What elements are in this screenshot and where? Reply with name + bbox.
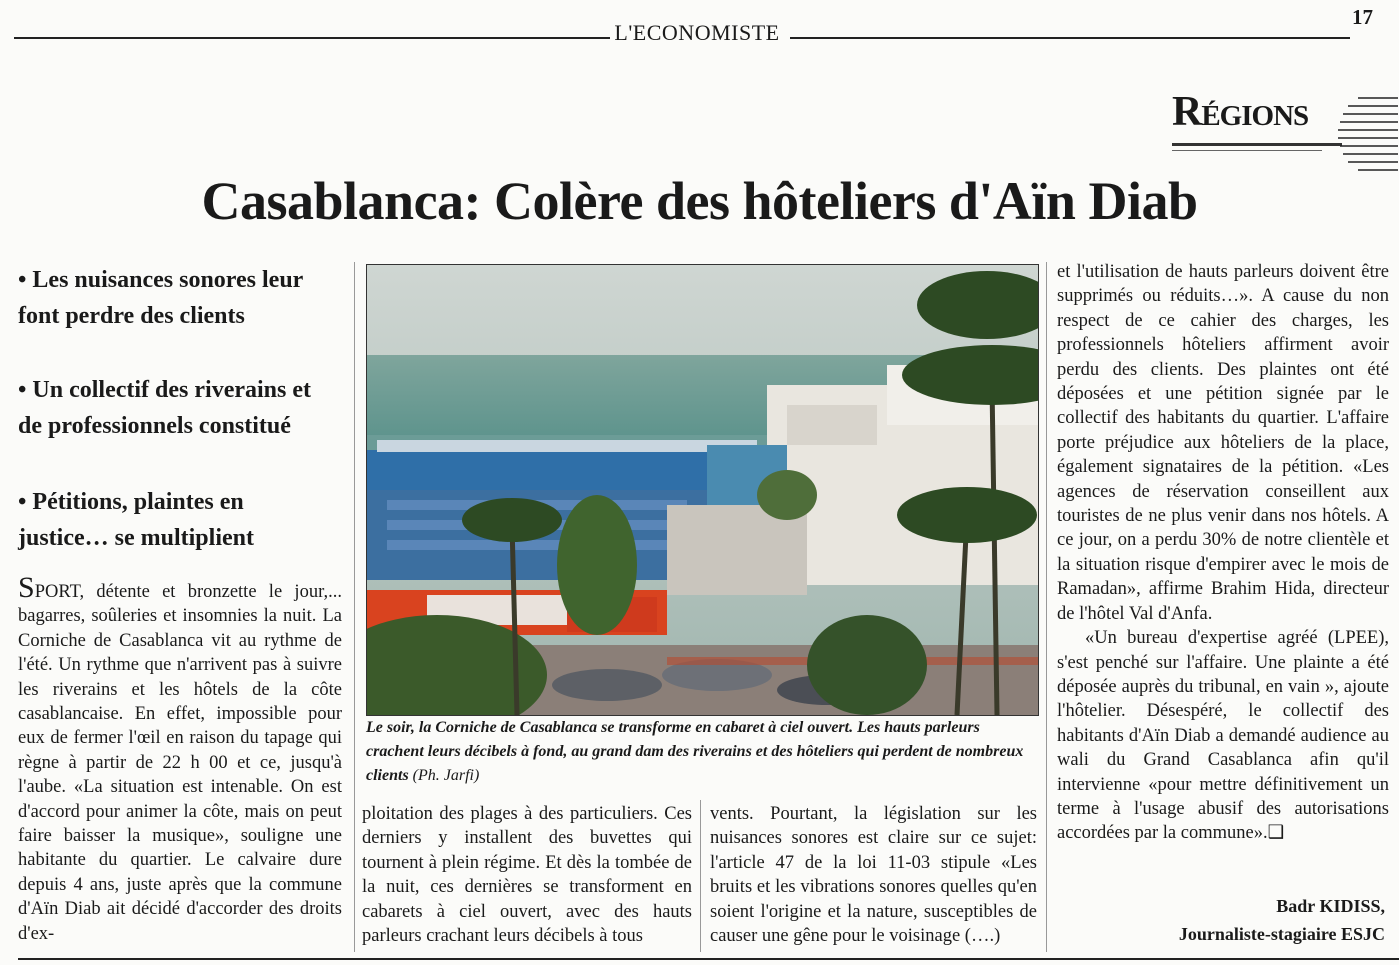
section-label: Régions	[1172, 89, 1309, 135]
column-divider	[1046, 262, 1047, 952]
summary-bullet: • Pétitions, plaintes en justice… se multiplient	[18, 489, 254, 551]
bottom-rule	[18, 958, 1399, 960]
section-rule-thin	[1172, 150, 1322, 151]
body-column-1	[18, 571, 342, 946]
body-text: PORT, détente et bronzette le jour,... bagarres, soûleries et insomnies la nuit. La Corniche de Casablanca vit au rythme de l'été. Un rythme que n'arrivent pas à suivre les riverains et les hôtels de la côte casablancaise. En effet, impossible pour eux de fermer l'œil en raison du tapage qui règne à partir de 22 h 00 et ce, jusqu'à l'aube. «La situation est intenable. On est d'accord pour animer la côte, mais on peut faire baisser la musique», souligne une habitante du quartier. Le calvaire dure depuis 4 ans, juste après que la commune d'Aïn Diab ait décidé d'accorder des droits d'ex-	[18, 582, 342, 944]
author-role: Journaliste-stagiaire ESJC	[1178, 924, 1385, 944]
masthead-rule-right	[790, 37, 1350, 39]
drop-cap: S	[18, 571, 35, 604]
body-column-2: ploitation des plages à des particuliers. Ces derniers y installent des buvettes qui tournent à plein régime. Et dès la tombée de la nuit, ces dernières se transforment en cabarets à ciel ouvert, avec des hauts parleurs crachant leurs décibels à tous	[362, 804, 692, 947]
summary-bullet: • Un collectif des riverains et de professionnels constitué	[18, 377, 311, 439]
caption-text: Le soir, la Corniche de Casablanca se transforme en cabaret à ciel ouvert. Les hauts parleurs crachent leurs décibels à fond, au grand dam des riverains et des hôteliers qui perdent de nombreux clients	[366, 719, 1024, 784]
column-divider	[700, 800, 701, 952]
author-name: Badr KIDISS,	[1276, 896, 1385, 916]
body-column-3: vents. Pourtant, la législation sur les nuisances sonores est claire sur ce sujet: l'article 47 de la loi 11-03 stipule «Les bruits et les vibrations sonores quelles qu'en soient l'origine et la nature, susceptibles de causer une gêne pour le voisinage (….)	[710, 804, 1037, 947]
corniche-photo	[366, 264, 1039, 716]
summary-bullet: • Les nuisances sonores leur font perdre des clients	[18, 267, 303, 329]
page-number: 17	[1352, 5, 1373, 29]
masthead: L'ECONOMISTE	[614, 20, 780, 45]
headline: Casablanca: Colère des hôteliers d'Aïn Diab	[201, 171, 1198, 231]
section-ornament	[1338, 88, 1398, 178]
body-paragraph: et l'utilisation de hauts parleurs doivent être supprimés ou réduits…». A cause du non respect de ce cahier des charges, les professionnels hôteliers affirment avoir perdu des clients. Des plaintes ont été déposées et une pétition signée par le collectif des habitants du quartier. L'affaire porte préjudice aux hôteliers de la place, également signataires de la pétition. «Les agences de réservation conseillent aux touristes de ne plus venir dans nos hôtels. A ce jour, on a perdu 30% de notre clientèle et la situation risque d'empirer avec le mois de Ramadan», affirme Brahim Hida, directeur de l'hôtel Val d'Anfa.	[1057, 262, 1389, 624]
masthead-rule-left	[14, 37, 610, 39]
body-paragraph: «Un bureau d'expertise agréé (LPEE), s'est penché sur l'affaire. Une plainte a été déposée auprès du tribunal, en vain », ajoute l'hôtelier. Désespéré, le collectif des habitants d'Aïn Diab a demandé audience au wali du Grand Casablanca afin qu'il intervienne «pour mettre définitivement un terme à l'usage abusif des autorisations accordées par la commune».❑	[1057, 628, 1389, 844]
photo-credit: (Ph. Jarfi)	[412, 767, 480, 784]
body-column-4	[1057, 260, 1389, 846]
photo-caption	[366, 716, 1034, 788]
column-divider	[354, 262, 355, 952]
section-rule	[1172, 143, 1342, 146]
